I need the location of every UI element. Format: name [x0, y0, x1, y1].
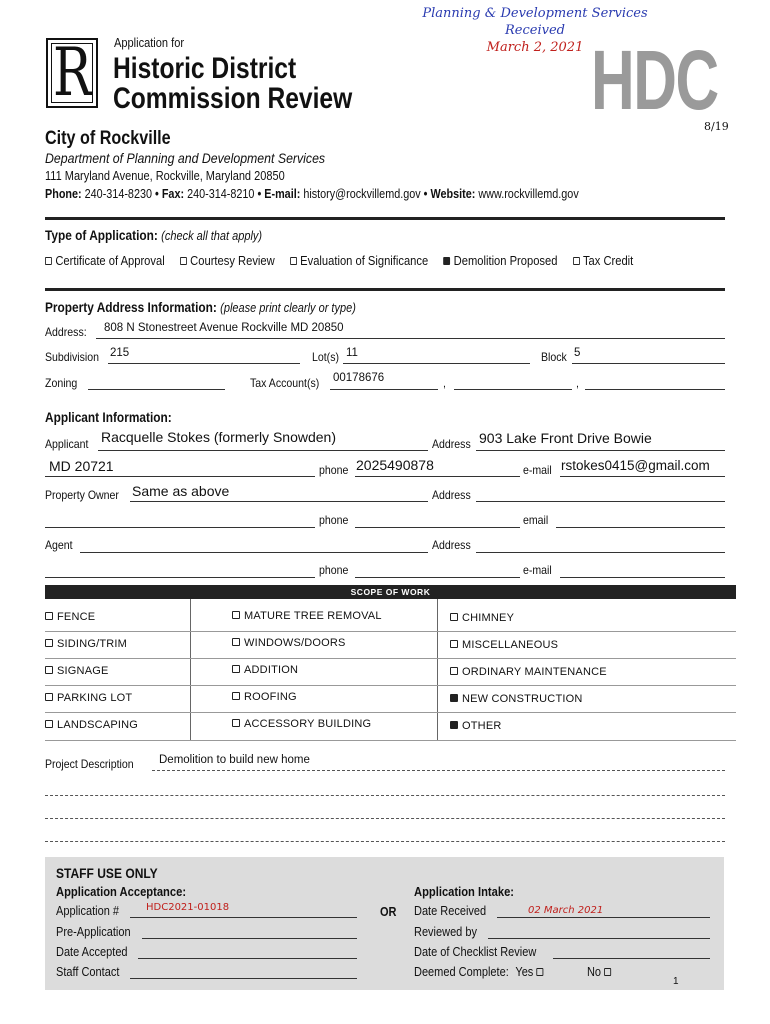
bullet: •: [423, 187, 428, 201]
applicant-address-label: Address: [432, 437, 471, 451]
application-number-value[interactable]: HDC2021-01018: [146, 902, 230, 913]
logo-letter: R: [53, 38, 92, 108]
scope-windows-doors[interactable]: [232, 637, 346, 649]
property-heading: [45, 300, 356, 315]
stamp-line-1: Planning & Development Services: [422, 6, 648, 21]
page-number: 1: [673, 976, 679, 987]
scope-other[interactable]: [450, 720, 502, 732]
type-heading-label: Type of Application:: [45, 228, 158, 243]
scope-label: ACCESSORY BUILDING: [244, 718, 372, 730]
project-description-line-1[interactable]: [152, 770, 725, 771]
owner-address-label: Address: [432, 488, 471, 502]
applicant-email-field[interactable]: [560, 476, 725, 477]
owner-label: Property Owner: [45, 488, 119, 502]
checklist-review-label: Date of Checklist Review: [414, 945, 537, 959]
type-options: [45, 253, 633, 268]
pre-application-field[interactable]: [142, 938, 357, 939]
option-certificate-of-approval[interactable]: [45, 253, 165, 268]
applicant-email-value[interactable]: rstokes0415@gmail.com: [561, 458, 710, 473]
option-label: Certificate of Approval: [55, 253, 165, 268]
scope-label: ROOFING: [244, 691, 297, 703]
applicant-email-label: e-mail: [523, 463, 552, 477]
scope-row-divider: [45, 631, 736, 632]
owner-phone-field[interactable]: [355, 527, 520, 528]
type-of-application-heading: [45, 228, 262, 243]
scope-label: MISCELLANEOUS: [462, 639, 559, 651]
owner-phone-label: phone: [319, 513, 349, 527]
no-label: No: [586, 965, 602, 979]
zoning-field[interactable]: [88, 389, 225, 390]
city-email[interactable]: history@rockvillemd.gov: [303, 187, 421, 201]
application-number-field[interactable]: [130, 917, 357, 918]
deemed-yes-option[interactable]: [515, 965, 547, 979]
scope-label: CHIMNEY: [462, 612, 515, 624]
property-heading-hint: (please print clearly or type): [220, 301, 356, 315]
checkbox-icon[interactable]: [290, 257, 297, 265]
lots-label: Lot(s): [312, 350, 340, 364]
scope-label: MATURE TREE REMOVAL: [244, 610, 382, 622]
staff-contact-field[interactable]: [130, 978, 357, 979]
divider: [45, 288, 725, 291]
scope-siding-trim[interactable]: [45, 638, 127, 650]
checkbox-icon[interactable]: [604, 968, 611, 976]
scope-divider: [437, 599, 438, 741]
scope-divider: [190, 599, 191, 741]
scope-miscellaneous[interactable]: [450, 639, 558, 651]
applicant-address-value[interactable]: 903 Lake Front Drive Bowie: [479, 430, 652, 446]
city-address: 111 Maryland Avenue, Rockville, Maryland 20850: [45, 169, 285, 183]
checkbox-icon[interactable]: [45, 639, 53, 647]
checkbox-icon[interactable]: [232, 611, 240, 619]
scope-header-label: SCOPE OF WORK: [350, 587, 431, 597]
bullet: •: [257, 187, 262, 201]
staff-contact-label: Staff Contact: [56, 965, 120, 979]
scope-row-divider: [45, 658, 736, 659]
city-fax: 240-314-8210: [187, 187, 255, 201]
zoning-label: Zoning: [45, 376, 78, 390]
fax-label: Fax:: [161, 187, 185, 201]
option-demolition-proposed[interactable]: [443, 253, 557, 268]
scope-label: PARKING LOT: [57, 692, 133, 704]
scope-chimney[interactable]: [450, 612, 514, 624]
form-version: 8/19: [704, 120, 729, 133]
project-description-line-2[interactable]: [45, 795, 725, 796]
yes-label: Yes: [515, 965, 534, 979]
option-evaluation-of-significance[interactable]: [290, 253, 428, 268]
scope-fence[interactable]: [45, 611, 95, 623]
scope-label: ORDINARY MAINTENANCE: [462, 666, 607, 678]
project-description-label: Project Description: [45, 757, 134, 771]
tax-account-field-2[interactable]: [454, 389, 572, 390]
scope-label: ADDITION: [244, 664, 299, 676]
address-field[interactable]: [96, 338, 725, 339]
scope-label: WINDOWS/DOORS: [244, 637, 346, 649]
divider: [45, 217, 725, 220]
scope-header: [45, 585, 736, 599]
acceptance-heading: Application Acceptance:: [56, 884, 187, 899]
city-name: City of Rockville: [45, 128, 171, 149]
project-description-value[interactable]: Demolition to build new home: [159, 754, 310, 766]
comma: ,: [443, 376, 446, 390]
subdivision-field[interactable]: [108, 363, 300, 364]
tax-account-value[interactable]: 00178676: [333, 372, 385, 384]
scope-label: FENCE: [57, 611, 96, 623]
owner-field[interactable]: [130, 501, 428, 502]
project-description-line-4[interactable]: [45, 841, 725, 842]
checkbox-icon[interactable]: [450, 640, 458, 648]
scope-mature-tree-removal[interactable]: [232, 610, 382, 622]
option-label: Evaluation of Significance: [300, 253, 429, 268]
agent-address-line-2[interactable]: [45, 577, 315, 578]
address-label: Address:: [45, 325, 87, 339]
phone-label: Phone:: [45, 187, 82, 201]
owner-value[interactable]: Same as above: [132, 483, 230, 499]
scope-row-divider: [45, 740, 736, 741]
option-tax-credit[interactable]: [573, 253, 634, 268]
lots-value[interactable]: 11: [346, 347, 358, 359]
scope-label: NEW CONSTRUCTION: [462, 693, 583, 705]
city-phone: 240-314-8230: [84, 187, 153, 201]
scope-signage[interactable]: [45, 665, 109, 677]
city-website[interactable]: www.rockvillemd.gov: [478, 187, 579, 201]
page-title-line-1: Historic District: [113, 52, 297, 85]
hdc-mark: HDC: [591, 33, 718, 127]
applicant-phone-value[interactable]: 2025490878: [356, 457, 434, 473]
email-label: E-mail:: [264, 187, 301, 201]
scope-landscaping[interactable]: [45, 719, 138, 731]
website-label: Website:: [430, 187, 476, 201]
checkbox-icon[interactable]: [45, 666, 53, 674]
scope-new-construction[interactable]: [450, 693, 583, 705]
applicant-field[interactable]: [98, 450, 428, 451]
comma: ,: [576, 376, 579, 390]
applicant-value[interactable]: Racquelle Stokes (formerly Snowden): [101, 429, 336, 445]
subdivision-value[interactable]: 215: [110, 347, 130, 359]
checkbox-icon[interactable]: [450, 667, 458, 675]
block-label: Block: [541, 350, 567, 364]
application-for-label: Application for: [114, 35, 185, 50]
block-value[interactable]: 5: [574, 347, 581, 359]
date-received-field[interactable]: [497, 917, 710, 918]
tax-account-label: Tax Account(s): [250, 376, 320, 390]
checkbox-icon[interactable]: [536, 968, 543, 976]
checkbox-icon[interactable]: [573, 257, 580, 265]
owner-address-field[interactable]: [476, 501, 725, 502]
date-accepted-field[interactable]: [138, 958, 357, 959]
option-label: Tax Credit: [582, 253, 634, 268]
date-accepted-label: Date Accepted: [56, 945, 128, 959]
city-contact-line: [45, 187, 579, 201]
checkbox-icon[interactable]: [232, 719, 240, 727]
date-received-label: Date Received: [414, 904, 487, 918]
staff-heading: STAFF USE ONLY: [56, 865, 158, 881]
scope-addition[interactable]: [232, 664, 298, 676]
agent-label: Agent: [45, 538, 73, 552]
option-label: Demolition Proposed: [453, 253, 558, 268]
page-title-line-2: Commission Review: [113, 82, 353, 115]
owner-email-label: email: [523, 513, 549, 527]
applicant-phone-field[interactable]: [355, 476, 520, 477]
checkbox-icon[interactable]: [232, 638, 240, 646]
checkbox-icon[interactable]: [45, 693, 53, 701]
checkbox-checked-icon[interactable]: [450, 694, 458, 702]
scope-accessory-building[interactable]: [232, 718, 371, 730]
scope-ordinary-maintenance[interactable]: [450, 666, 607, 678]
property-heading-label: Property Address Information:: [45, 300, 217, 315]
deemed-complete-row: [414, 965, 614, 979]
applicant-address-continued[interactable]: MD 20721: [49, 458, 114, 474]
reviewed-by-label: Reviewed by: [414, 925, 477, 939]
applicant-label: Applicant: [45, 437, 89, 451]
scope-row-divider: [45, 712, 736, 713]
tax-account-field-3[interactable]: [585, 389, 725, 390]
stamp-line-2: Received: [505, 23, 565, 38]
address-value[interactable]: 808 N Stonestreet Avenue Rockville MD 20850: [104, 322, 344, 334]
deemed-no-option[interactable]: [587, 965, 614, 979]
reviewed-by-field[interactable]: [488, 938, 710, 939]
department-name: Department of Planning and Development Services: [45, 150, 326, 166]
agent-phone-label: phone: [319, 563, 349, 577]
agent-email-field[interactable]: [560, 577, 725, 578]
checkbox-checked-icon[interactable]: [450, 721, 458, 729]
checkbox-checked-icon[interactable]: [443, 257, 450, 265]
agent-address-label: Address: [432, 538, 471, 552]
checklist-review-field[interactable]: [553, 958, 710, 959]
option-courtesy-review[interactable]: [180, 253, 275, 268]
lots-field[interactable]: [343, 363, 530, 364]
tax-account-field-1[interactable]: [330, 389, 438, 390]
intake-heading: Application Intake:: [414, 884, 515, 899]
applicant-heading: Applicant Information:: [45, 410, 172, 425]
agent-email-label: e-mail: [523, 563, 552, 577]
agent-field[interactable]: [80, 552, 428, 553]
scope-label: OTHER: [462, 720, 502, 732]
rockville-logo: [46, 38, 98, 108]
pre-application-label: Pre-Application: [56, 925, 131, 939]
scope-row-divider: [45, 685, 736, 686]
bullet: •: [155, 187, 159, 201]
scope-label: LANDSCAPING: [57, 719, 139, 731]
applicant-address-line-2[interactable]: [45, 476, 315, 477]
checkbox-icon[interactable]: [45, 612, 53, 620]
application-number-label: Application #: [56, 904, 119, 918]
checkbox-icon[interactable]: [45, 257, 52, 265]
owner-email-field[interactable]: [556, 527, 725, 528]
type-heading-hint: (check all that apply): [161, 229, 263, 243]
checkbox-icon[interactable]: [232, 692, 240, 700]
scope-roofing[interactable]: [232, 691, 297, 703]
checkbox-icon[interactable]: [45, 720, 53, 728]
checkbox-icon[interactable]: [232, 665, 240, 673]
scope-label: SIDING/TRIM: [57, 638, 128, 650]
date-received-value[interactable]: 02 March 2021: [528, 905, 604, 916]
project-description-line-3[interactable]: [45, 818, 725, 819]
deemed-complete-label: Deemed Complete:: [414, 965, 509, 979]
or-label: OR: [380, 905, 397, 919]
agent-address-field[interactable]: [476, 552, 725, 553]
checkbox-icon[interactable]: [450, 613, 458, 621]
applicant-phone-label: phone: [319, 463, 349, 477]
option-label: Courtesy Review: [190, 253, 275, 268]
owner-address-line-2[interactable]: [45, 527, 315, 528]
agent-phone-field[interactable]: [355, 577, 520, 578]
stamp-line-3: March 2, 2021: [486, 40, 584, 55]
block-field[interactable]: [572, 363, 725, 364]
scope-parking-lot[interactable]: [45, 692, 132, 704]
checkbox-icon[interactable]: [180, 257, 187, 265]
scope-label: SIGNAGE: [57, 665, 109, 677]
applicant-address-field[interactable]: [476, 450, 725, 451]
subdivision-label: Subdivision: [45, 350, 100, 364]
